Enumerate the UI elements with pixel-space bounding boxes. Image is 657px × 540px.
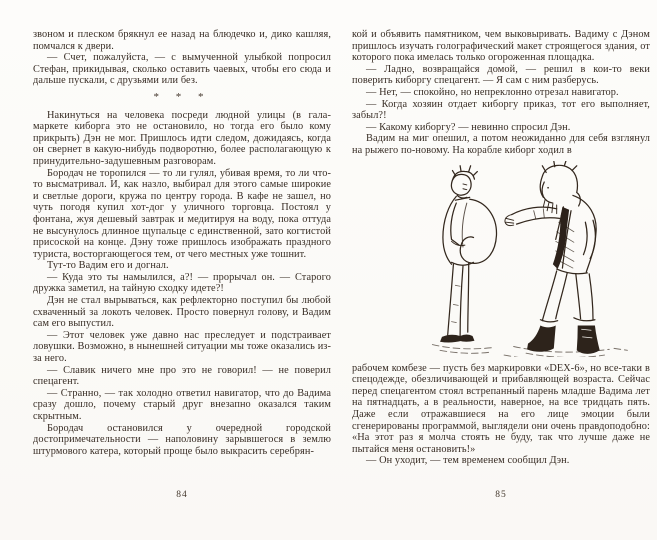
page-right — [352, 29, 650, 467]
paragraph: Вадим на миг опешил, а потом неожиданно для себя взглянул на рыжего по-новому. На корабле киборг ходил в — [352, 133, 650, 156]
two-men-ink-sketch — [410, 161, 646, 357]
paragraph: Накинуться на человека посреди людной улицы (в гала-маркете киборга это не остановило, но тогда его было кому прикрыть) Дэн не мог. Пришлось идти следом, дожидаясь, когда он свернет в какую-нибудь подворотню, более располагающую к принудительно-задушевным разговорам. — [33, 109, 331, 167]
bearded-man-figure — [505, 161, 600, 354]
paragraph: — Ладно, возвращайся домой, — решил в кои-то веки поверить киборгу спецагент. — Я сам с ним разберусь. — [352, 63, 650, 87]
paragraph: Тут-то Вадим его и догнал. — [47, 260, 169, 272]
paragraph: — Странно, — так холодно ответил навигатор, что до Вадима сразу дошло, почему старый друг внезапно оказался таким скрытным. — [33, 387, 331, 422]
paragraph: — Какому киборгу? — невинно спросил Дэн. — [366, 121, 571, 133]
paragraph: звоном и плеском брякнул ее назад на блюдечко и, дико кашляя, помчался к двери. — [33, 29, 331, 52]
paragraph: — Славик ничего мне про это не говорил! — не поверил спецагент. — [33, 364, 331, 388]
paragraph: рабочем комбезе — пусть без маркировки «DEX-6», но все-таки в спецодежде, обезличивающей и прибавляющей возраста. Сейчас перед спецагентом стоял встрепанный парень младше Вадима лет на пятнадцать, а в реальности, наверное, на все тридцать пять. Даже если отражавшиеся на его лице эмоции были сгенерированы программой, выглядели они очень правдоподобно: «На этот раз я молча стоять не буду, так что лучше даже не пытайся меня остановить!» — [352, 362, 650, 455]
paragraph: Бородач не торопился — то ли гулял, убивая время, то ли что-то высматривал. И, как назло, выбирал для этого самые широкие и светлые дороги, кружа по центру города. В кафе не зашел, но чуть погодя купил хот-дог у уличного торговца. Постоял у фонтана, жуя дешевый завтрак и медитируя на воду, пока оттуда не высунулось длинное щупальце с единственной, зато когтистой присоской на конце. Дэну тоже пришлось изображать праздного туриста, восторгающегося тем, от чего местных уже тошнит. — [33, 167, 331, 260]
paragraph: кой и объявить памятником, чем выковыривать. Вадиму с Дэном пришлось изучать голографический макет строящегося здания, от которого пока имелась только огороженная площадка. — [352, 29, 650, 64]
page-number-left: 84 — [176, 490, 188, 500]
paragraph: — Когда хозяин отдает киборгу приказ, тот его выполняет, забыл?! — [352, 98, 650, 122]
young-man-figure — [440, 165, 496, 342]
paragraph: — Этот человек уже давно нас преследует и подстраивает ловушки. Возможно, в нынешней ситуации мы тоже оказались из-за него. — [33, 329, 331, 365]
paragraph: — Счет, пожалуйста, — с вымученной улыбкой попросил Стефан, прикидывая, сколько оставить чаевых, чтобы его сюда и дальше пускали, с друзьями или без. — [33, 52, 331, 87]
page-left — [33, 29, 331, 457]
paragraph: Бородач остановился у очередной городской достопримечательности — наполовину зарывшегося в землю штурмового катера, который проще было выкрасить серебрян- — [33, 422, 331, 457]
book-illustration — [410, 161, 646, 357]
paragraph: Дэн не стал вырываться, как рефлекторно поступил бы любой схваченный за локоть человек. Просто повернул голову, и Вадим сам его выпустил. — [33, 295, 331, 330]
page-number-right: 85 — [495, 490, 507, 500]
paragraph: — Нет, — спокойно, но непреклонно отрезал навигатор. — [366, 86, 619, 98]
paragraph: — Куда это ты намылился, а?! — прорычал он. — Старого дружка заметил, на тайную сходку идете?! — [33, 271, 331, 295]
paragraph: — Он уходит, — тем временем сообщил Дэн. — [366, 455, 570, 467]
section-separator: * * * — [153, 90, 211, 103]
